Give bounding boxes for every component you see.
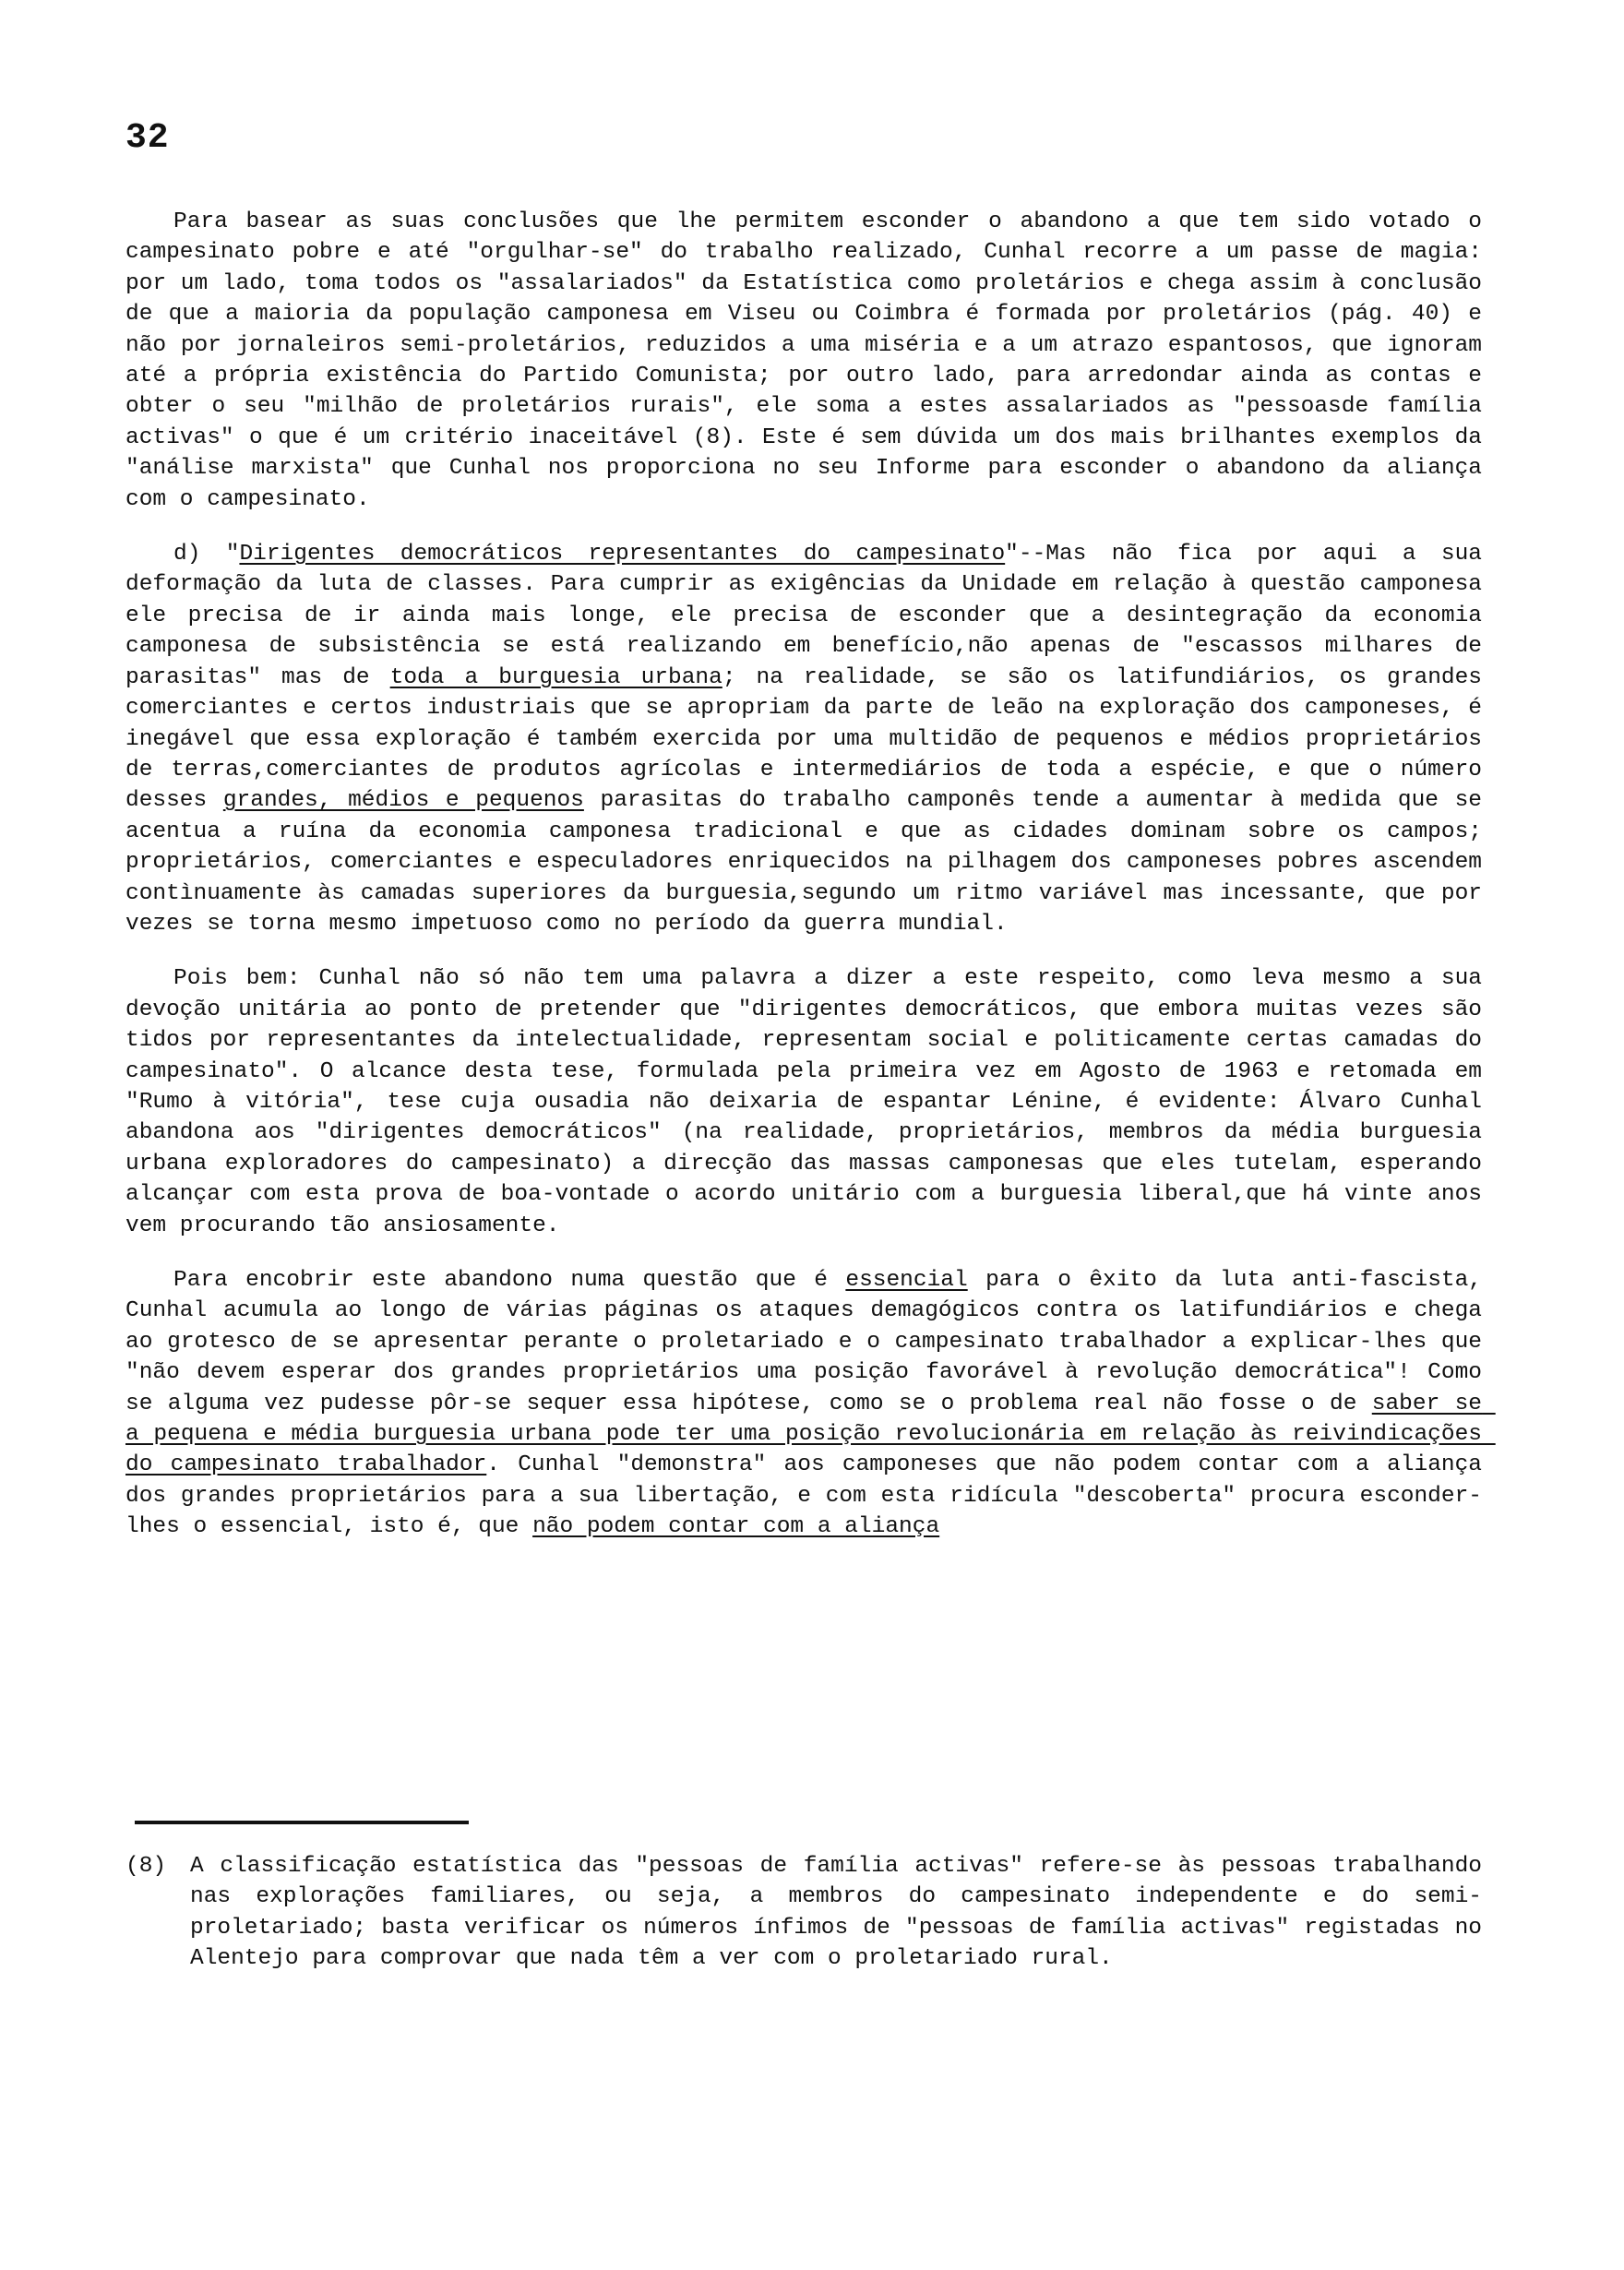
underlined-heading: Dirigentes democráticos representantes do campesinato — [239, 542, 1006, 568]
paragraph-2 — [125, 539, 1496, 939]
paragraph-text: para o êxito da luta anti-fascista, Cunhal acumula ao longo de várias páginas os ataques demagógicos contra os latifundiários e chega ao grotesco de se apresentar perante o proletariado e o campesinato trabalhador a explicar-lhes que "não devem esperar dos grandes proprietários uma posição favorável à revolução democrática"! Como se alguma vez pudesse pôr-se sequer essa hipótese, como se o problema real não fosse o de — [125, 1268, 1496, 1416]
footnote-divider — [135, 1821, 469, 1824]
footnote-marker: (8) — [125, 1854, 167, 1879]
paragraph-text: d) " — [173, 542, 240, 568]
paragraph-text: parasitas do trabalho camponês tende a aumentar à medida que se acentua a ruína da economia camponesa tradicional e que as cidades dominam sobre os campos; proprietários, comerciantes e especuladores enriquecidos na pilhagem dos camponeses pobres ascendem contìnuamente às camadas superiores da burguesia,segundo um ritmo variável mas incessante, que por vezes se torna mesmo impetuoso como no período da guerra mundial. — [125, 788, 1496, 937]
underlined-phrase: saber se a pequena e média burguesia urbana pode ter uma posição revolucionária em relação às reivindicações do campesinato trabalhador — [125, 1391, 1496, 1478]
underlined-phrase: não podem contar com a aliança — [532, 1514, 940, 1540]
underlined-phrase: essencial — [845, 1268, 968, 1293]
underlined-phrase: grandes, médios e pequenos — [222, 788, 584, 814]
paragraph-text: Pois bem: Cunhal não só não tem uma palavra a dizer a este respeito, como leva mesmo a sua devoção unitária ao ponto de pretender que "dirigentes democráticos, que embora muitas vezes são tidos por representantes da intelectualidade, representam social e politicamente certas camadas do campesinato". O alcance desta tese, formulada pela primeira vez em Agosto de 1963 e retomada em "Rumo à vitória", tese cuja ousadia não deixaria de espantar Lénine, é evidente: Álvaro Cunhal abandona aos "dirigentes democráticos" (na realidade, proprietários, membros da média burguesia urbana exploradores do campesinato) a direcção das massas camponesas que eles tutelam, esperando alcançar com esta prova de boa-vontade o acordo unitário com a burguesia liberal,que há vinte anos vem procurando tão ansiosamente. — [125, 966, 1496, 1238]
paragraph-text: "--Mas não fica por aqui a sua deformação da luta de classes. Para cumprir as exigências da Unidade em relação à questão camponesa ele precisa de ir ainda mais longe, ele precisa de esconder que a desintegração da economia camponesa de subsistência se está realizando em benefício,não apenas de "escassos milhares de parasitas" mas de — [125, 542, 1496, 690]
paragraph-text: ; na realidade, se são os latifundiários, os grandes comerciantes e certos industriais que se apropriam da parte de leão na exploração dos camponeses, é inegável que essa exploração é também exercida por uma multidão de pequenos e médios proprietários de terras,comerciantes de produtos agrícolas e intermediários de toda a espécie, e que o número desses — [125, 664, 1496, 814]
paragraph-3 — [125, 963, 1496, 1241]
footnote — [125, 1851, 1482, 1975]
page-number: 32 — [125, 118, 170, 158]
paragraph-1 — [125, 207, 1496, 515]
paragraph-4 — [125, 1265, 1496, 1543]
paragraph-text: . Cunhal "demonstra" aos camponeses que não podem contar com a aliança dos grandes proprietários para a sua libertação, e com esta ridícula "descoberta" procura esconder-lhes o essencial, isto é, que — [125, 1452, 1496, 1540]
paragraph-text: Para basear as suas conclusões que lhe permitem esconder o abandono a que tem sido votado o campesinato pobre e até "orgulhar-se" do trabalho realizado, Cunhal recorre a um passe de magia: por um lado, toma todos os "assalariados" da Estatística como proletários e chega assim à conclusão de que a maioria da população camponesa em Viseu ou Coimbra é formada por proletários (pág. 40) e não por jornaleiros semi-proletários, reduzidos a uma miséria e a um atrazo espantosos, que ignoram até a própria existência do Partido Comunista; por outro lado, para arredondar ainda as contas e obter o seu "milhão de proletários rurais", ele soma a estes assalariados as "pessoasde família activas" o que é um critério inaceitável (8). Este é sem dúvida um dos mais brilhantes exemplos da "análise marxista" que Cunhal nos proporciona no seu Informe para esconder o abandono da aliança com o campesinato. — [125, 209, 1496, 512]
body-text — [125, 207, 1496, 1567]
underlined-phrase: toda a burguesia urbana — [389, 664, 722, 690]
paragraph-text: Para encobrir este abandono numa questão que é — [173, 1268, 846, 1293]
footnote-text: A classificação estatística das "pessoas de família activas" refere-se às pessoas trabalhando nas explorações familiares, ou seja, a membros do campesinato independente e do semi-proletariado; basta verificar os números ínfimos de "pessoas de família activas" registadas no Alentejo para comprovar que nada têm a ver com o proletariado rural. — [190, 1854, 1482, 1972]
